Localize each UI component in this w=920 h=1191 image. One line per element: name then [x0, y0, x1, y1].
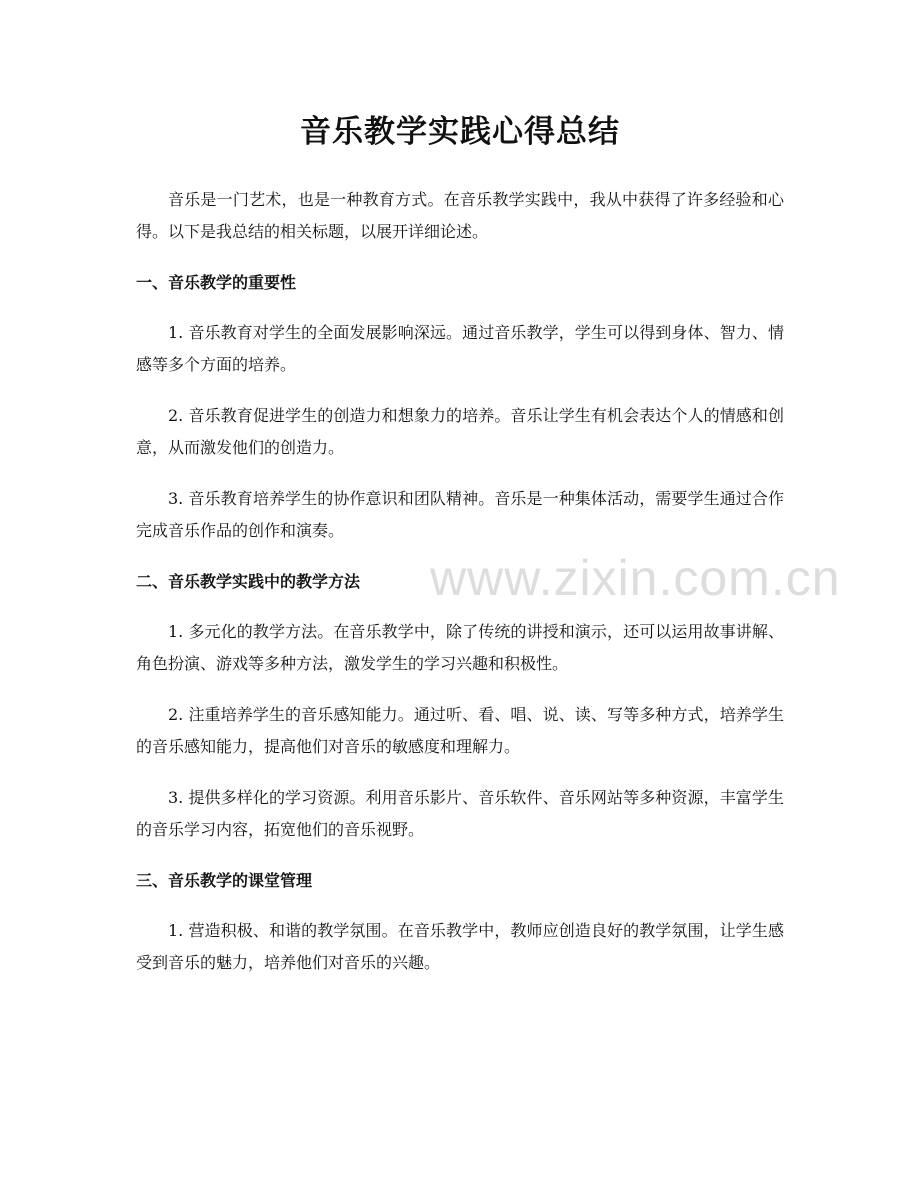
section-paragraph: 3. 提供多样化的学习资源。利用音乐影片、音乐软件、音乐网站等多种资源，丰富学生的音乐学习内容，拓宽他们的音乐视野。 [136, 788, 784, 839]
document-title: 音乐教学实践心得总结 [300, 114, 620, 150]
section-3 [136, 865, 784, 979]
section-paragraph: 3. 音乐教育培养学生的协作意识和团队精神。音乐是一种集体活动，需要学生通过合作完成音乐作品的创作和演奏。 [136, 489, 784, 540]
section-heading: 二、音乐教学实践中的教学方法 [136, 572, 361, 591]
section-paragraph: 2. 音乐教育促进学生的创造力和想象力的培养。音乐让学生有机会表达个人的情感和创意，从而激发他们的创造力。 [136, 406, 784, 457]
section-paragraph: 1. 营造积极、和谐的教学氛围。在音乐教学中，教师应创造良好的教学氛围，让学生感受到音乐的魅力，培养他们对音乐的兴趣。 [136, 921, 784, 972]
section-heading: 三、音乐教学的课堂管理 [136, 871, 313, 890]
section-heading: 一、音乐教学的重要性 [136, 273, 297, 292]
section-paragraph: 2. 注重培养学生的音乐感知能力。通过听、看、唱、说、读、写等多种方式，培养学生的音乐感知能力，提高他们对音乐的敏感度和理解力。 [136, 705, 784, 756]
watermark: www.zixin.com.cn [430, 550, 841, 606]
section-2 [136, 566, 784, 846]
section-paragraph: 1. 多元化的教学方法。在音乐教学中，除了传统的讲授和演示，还可以运用故事讲解、角色扮演、游戏等多种方法，激发学生的学习兴趣和积极性。 [136, 622, 784, 673]
section-paragraph: 1. 音乐教育对学生的全面发展影响深远。通过音乐教学，学生可以得到身体、智力、情感等多个方面的培养。 [136, 323, 784, 374]
intro-paragraph: 音乐是一门艺术，也是一种教育方式。在音乐教学实践中，我从中获得了许多经验和心得。以下是我总结的相关标题，以展开详细论述。 [136, 190, 784, 241]
section-1 [136, 267, 784, 547]
